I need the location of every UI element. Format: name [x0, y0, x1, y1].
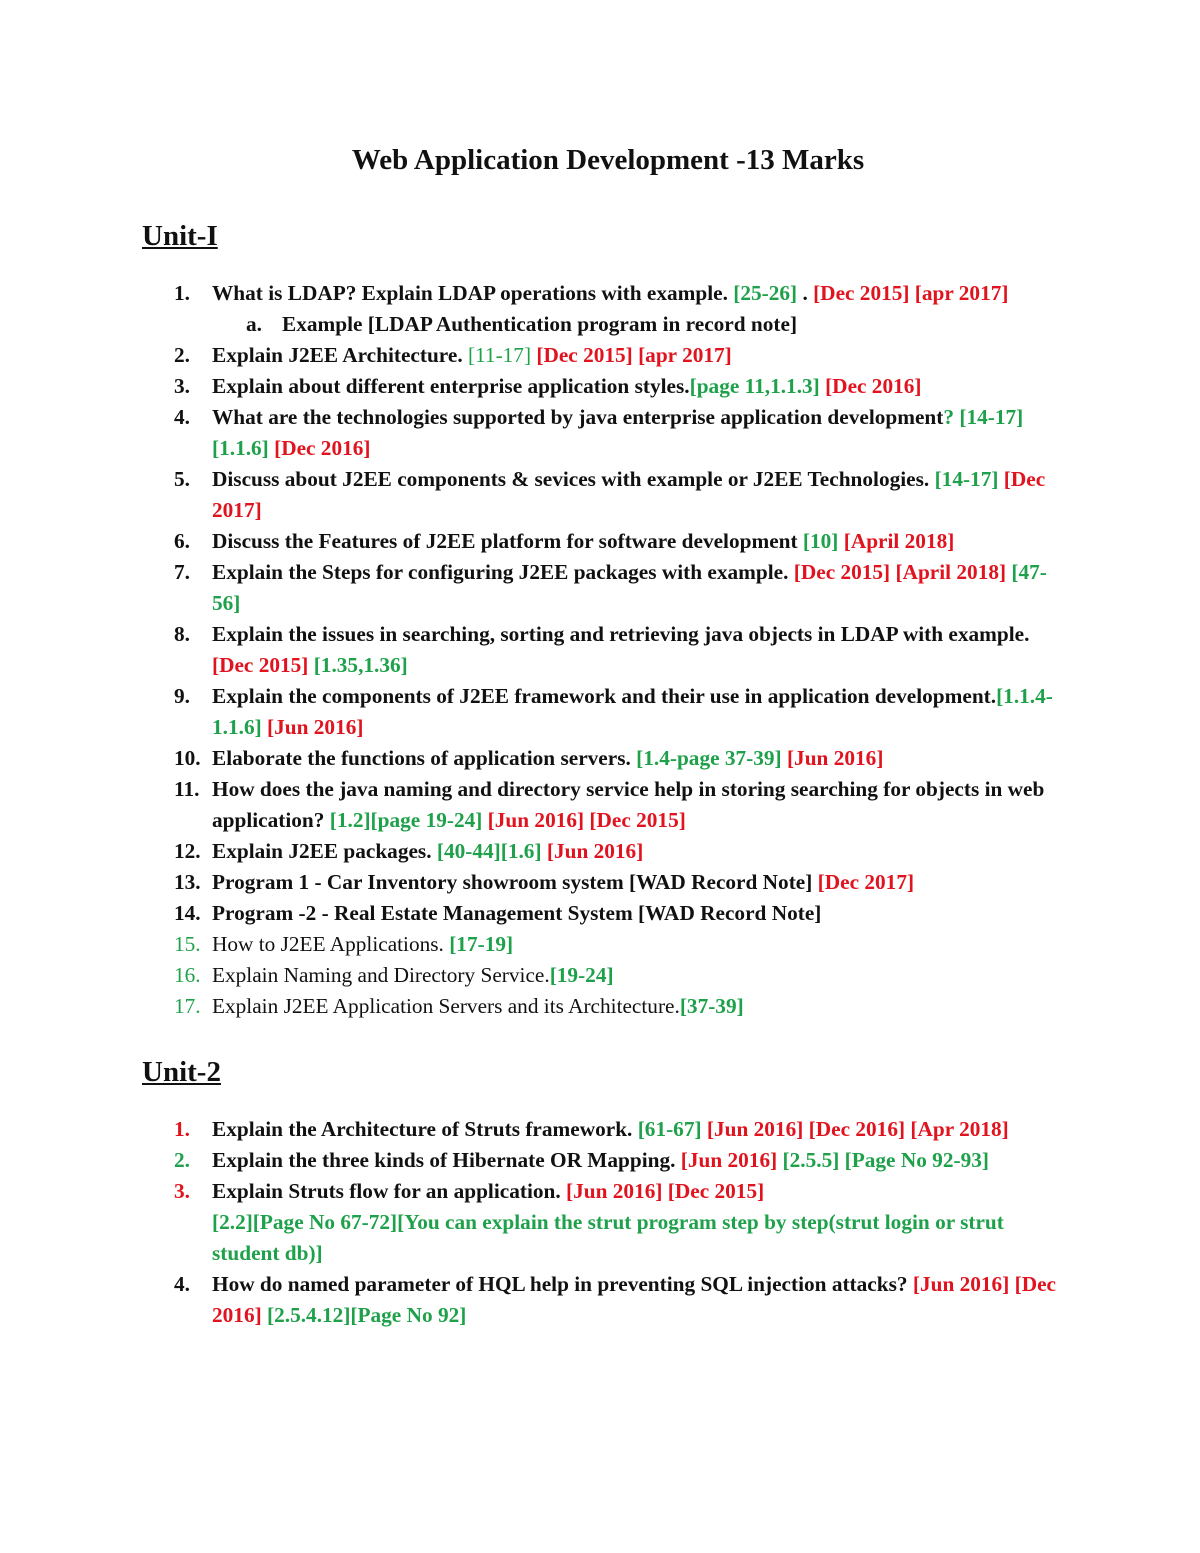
question-item: 16. Explain Naming and Directory Service.[19-24] — [174, 963, 614, 987]
question-item: 4. How do named parameter of HQL help in preventing SQL injection attacks? [Jun 2016] [Dec 2016] [2.5.4.12][Page No 92] — [174, 1272, 1056, 1327]
question-item: 7. Explain the Steps for configuring J2EE packages with example. [Dec 2015] [April 2018] [47-56] — [174, 560, 1047, 615]
question-item: 10. Elaborate the functions of application servers. [1.4-page 37-39] [Jun 2016] — [174, 746, 884, 770]
question-item: 17. Explain J2EE Application Servers and its Architecture.[37-39] — [174, 994, 744, 1018]
document-title: Web Application Development -13 Marks — [351, 144, 865, 176]
sub-item: a. Example [LDAP Authentication program in record note] — [246, 312, 798, 336]
unit2-question-list — [142, 1114, 1060, 1331]
unit2-heading: Unit-2 — [142, 1056, 221, 1088]
question-item: 11. How does the java naming and directory service help in storing searching for objects in web application? [1.2][page 19-24] [Jun 2016] [Dec 2015] — [174, 777, 1045, 832]
question-item: 1. Explain the Architecture of Struts framework. [61-67] [Jun 2016] [Dec 2016] [Apr 2018] — [174, 1117, 1009, 1141]
unit1-heading: Unit-I — [142, 220, 218, 252]
question-item: 15. How to J2EE Applications. [17-19] — [174, 932, 514, 956]
question-item: 9. Explain the components of J2EE framework and their use in application development.[1.1.4-1.1.6] [Jun 2016] — [174, 684, 1053, 739]
question-item: 4. What are the technologies supported by java enterprise application development? [14-17][1.1.6] [Dec 2016] — [174, 405, 1024, 460]
question-item: 5. Discuss about J2EE components & sevices with example or J2EE Technologies. [14-17] [Dec 2017] — [174, 467, 1046, 522]
unit1-question-list — [142, 278, 1060, 1022]
question-item: 14. Program -2 - Real Estate Management System [WAD Record Note] — [174, 901, 822, 925]
question-item: 13. Program 1 - Car Inventory showroom system [WAD Record Note] [Dec 2017] — [174, 870, 915, 894]
question-item: 12. Explain J2EE packages. [40-44][1.6] [Jun 2016] — [174, 839, 644, 863]
question-item: 2. Explain the three kinds of Hibernate OR Mapping. [Jun 2016] [2.5.5] [Page No 92-93] — [174, 1148, 989, 1172]
question-item: 3. Explain about different enterprise application styles.[page 11,1.1.3] [Dec 2016] — [174, 374, 922, 398]
question-item: 8. Explain the issues in searching, sorting and retrieving java objects in LDAP with example. [Dec 2015] [1.35,1.36] — [174, 622, 1030, 677]
question-item: 1. What is LDAP? Explain LDAP operations with example. [25-26] . [Dec 2015] [apr 2017] — [174, 281, 1009, 305]
question-item: 2. Explain J2EE Architecture. [11-17] [Dec 2015] [apr 2017] — [174, 343, 732, 367]
question-item: 6. Discuss the Features of J2EE platform for software development [10] [April 2018] — [174, 529, 955, 553]
question-item: 3. Explain Struts flow for an application. [Jun 2016] [Dec 2015] [2.2][Page No 67-72][You can explain the strut program step by step(strut login or strut student db)] — [174, 1179, 1004, 1265]
